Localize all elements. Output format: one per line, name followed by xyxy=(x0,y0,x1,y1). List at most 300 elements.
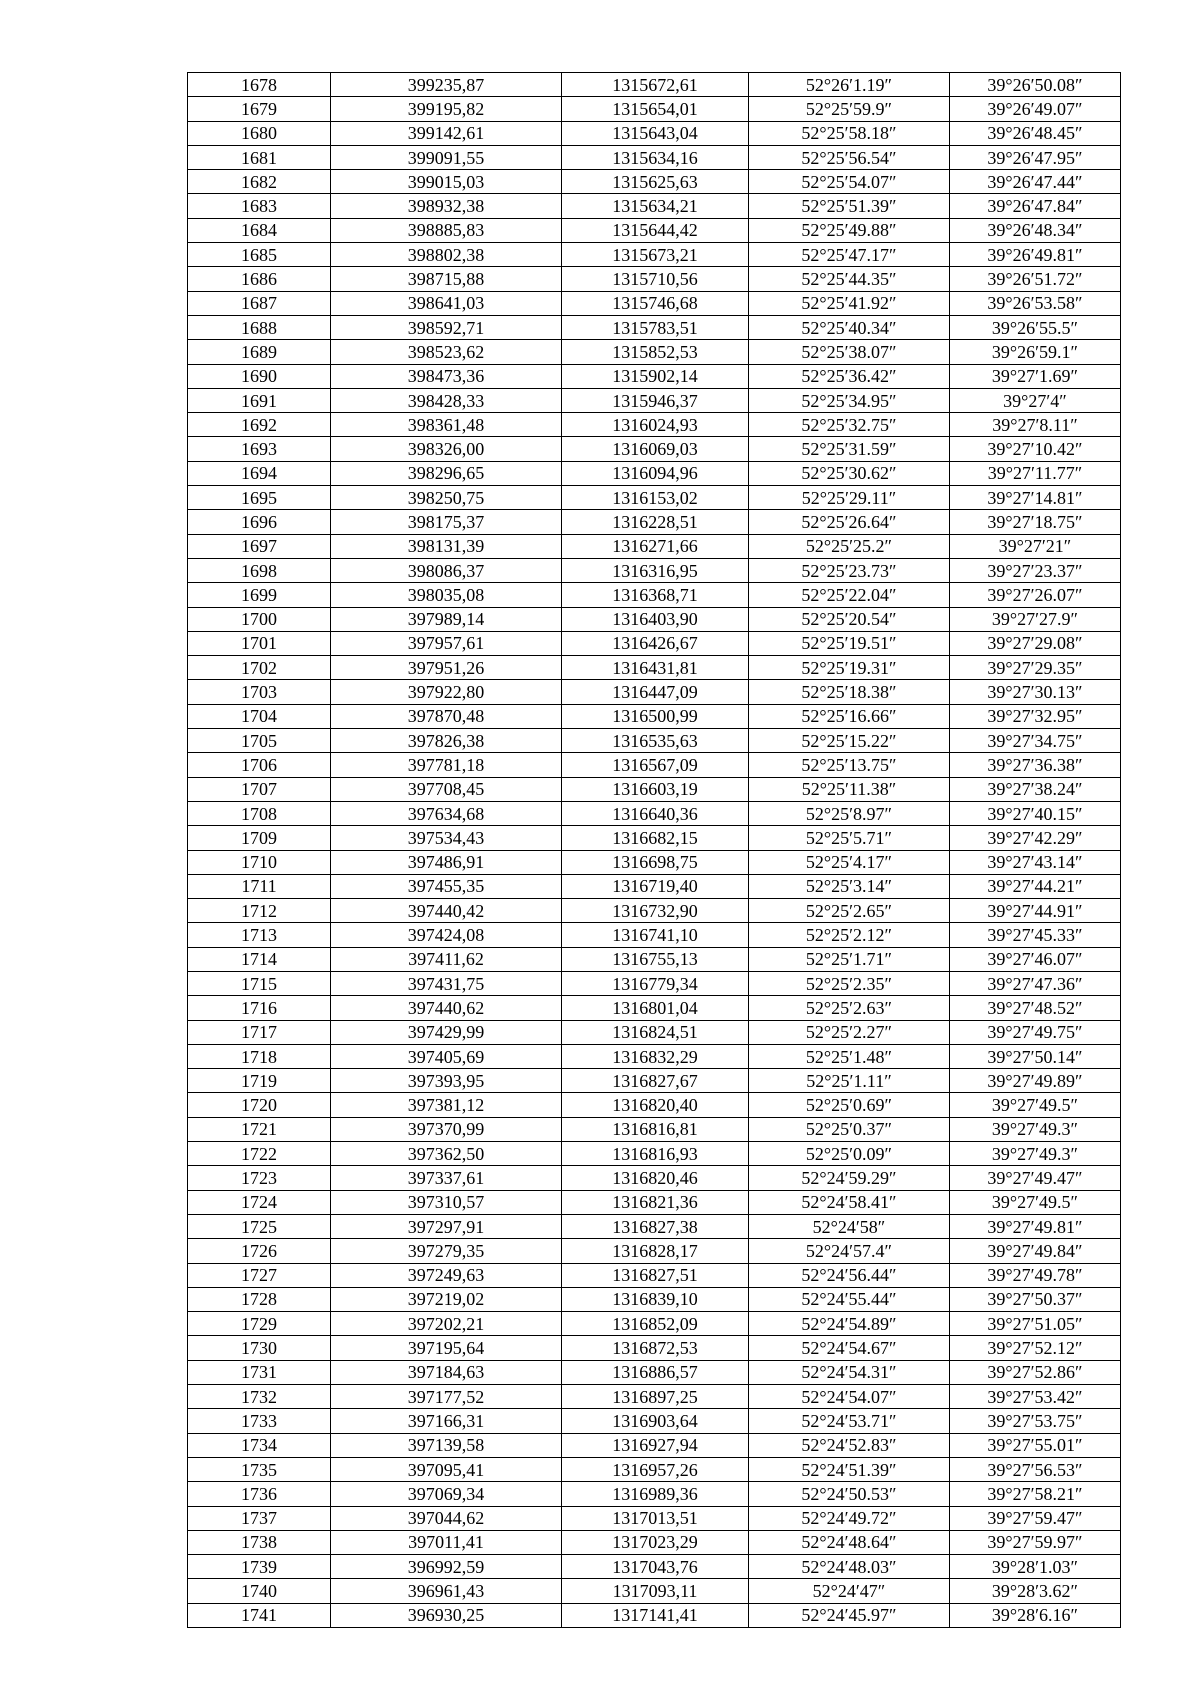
table-row xyxy=(188,850,1121,874)
x-coordinate-cell: 398641,03 xyxy=(331,291,562,315)
x-coordinate-cell: 396992,59 xyxy=(331,1555,562,1579)
x-coordinate-cell: 397310,57 xyxy=(331,1190,562,1214)
y-coordinate-cell: 1316820,46 xyxy=(562,1166,749,1190)
table-row xyxy=(188,1409,1121,1433)
point-number-cell: 1705 xyxy=(188,729,331,753)
latitude-cell: 52°25′59.9″ xyxy=(749,97,950,121)
longitude-cell: 39°27′29.35″ xyxy=(950,656,1121,680)
point-number-cell: 1687 xyxy=(188,291,331,315)
x-coordinate-cell: 398250,75 xyxy=(331,486,562,510)
point-number-cell: 1732 xyxy=(188,1385,331,1409)
point-number-cell: 1729 xyxy=(188,1312,331,1336)
latitude-cell: 52°25′2.63″ xyxy=(749,996,950,1020)
latitude-cell: 52°25′1.11″ xyxy=(749,1069,950,1093)
longitude-cell: 39°26′47.44″ xyxy=(950,170,1121,194)
table-row xyxy=(188,413,1121,437)
latitude-cell: 52°25′34.95″ xyxy=(749,388,950,412)
table-row xyxy=(188,194,1121,218)
table-row xyxy=(188,656,1121,680)
latitude-cell: 52°25′2.27″ xyxy=(749,1020,950,1044)
point-number-cell: 1741 xyxy=(188,1603,331,1627)
table-row xyxy=(188,971,1121,995)
table-row xyxy=(188,364,1121,388)
x-coordinate-cell: 397195,64 xyxy=(331,1336,562,1360)
latitude-cell: 52°25′3.14″ xyxy=(749,874,950,898)
longitude-cell: 39°27′40.15″ xyxy=(950,801,1121,825)
point-number-cell: 1706 xyxy=(188,753,331,777)
latitude-cell: 52°24′51.39″ xyxy=(749,1457,950,1481)
y-coordinate-cell: 1317013,51 xyxy=(562,1506,749,1530)
table-row xyxy=(188,1142,1121,1166)
table-row xyxy=(188,461,1121,485)
latitude-cell: 52°25′0.09″ xyxy=(749,1142,950,1166)
point-number-cell: 1679 xyxy=(188,97,331,121)
latitude-cell: 52°25′1.71″ xyxy=(749,947,950,971)
x-coordinate-cell: 396961,43 xyxy=(331,1579,562,1603)
coordinates-table-body xyxy=(188,73,1121,1628)
longitude-cell: 39°27′36.38″ xyxy=(950,753,1121,777)
longitude-cell: 39°26′53.58″ xyxy=(950,291,1121,315)
y-coordinate-cell: 1316228,51 xyxy=(562,510,749,534)
longitude-cell: 39°27′45.33″ xyxy=(950,923,1121,947)
y-coordinate-cell: 1316403,90 xyxy=(562,607,749,631)
table-row xyxy=(188,996,1121,1020)
table-row xyxy=(188,1506,1121,1530)
longitude-cell: 39°28′1.03″ xyxy=(950,1555,1121,1579)
point-number-cell: 1722 xyxy=(188,1142,331,1166)
point-number-cell: 1685 xyxy=(188,243,331,267)
y-coordinate-cell: 1316500,99 xyxy=(562,704,749,728)
y-coordinate-cell: 1315672,61 xyxy=(562,73,749,97)
table-row xyxy=(188,1190,1121,1214)
longitude-cell: 39°27′49.3″ xyxy=(950,1117,1121,1141)
latitude-cell: 52°25′58.18″ xyxy=(749,121,950,145)
y-coordinate-cell: 1316447,09 xyxy=(562,680,749,704)
point-number-cell: 1690 xyxy=(188,364,331,388)
table-row xyxy=(188,680,1121,704)
longitude-cell: 39°27′14.81″ xyxy=(950,486,1121,510)
point-number-cell: 1727 xyxy=(188,1263,331,1287)
y-coordinate-cell: 1315946,37 xyxy=(562,388,749,412)
longitude-cell: 39°27′42.29″ xyxy=(950,826,1121,850)
point-number-cell: 1720 xyxy=(188,1093,331,1117)
latitude-cell: 52°25′41.92″ xyxy=(749,291,950,315)
table-row xyxy=(188,510,1121,534)
y-coordinate-cell: 1316535,63 xyxy=(562,729,749,753)
point-number-cell: 1718 xyxy=(188,1044,331,1068)
table-row xyxy=(188,170,1121,194)
point-number-cell: 1719 xyxy=(188,1069,331,1093)
x-coordinate-cell: 397095,41 xyxy=(331,1457,562,1481)
longitude-cell: 39°27′58.21″ xyxy=(950,1482,1121,1506)
longitude-cell: 39°27′50.37″ xyxy=(950,1287,1121,1311)
point-number-cell: 1697 xyxy=(188,534,331,558)
y-coordinate-cell: 1315654,01 xyxy=(562,97,749,121)
point-number-cell: 1684 xyxy=(188,218,331,242)
longitude-cell: 39°27′44.21″ xyxy=(950,874,1121,898)
longitude-cell: 39°27′4″ xyxy=(950,388,1121,412)
y-coordinate-cell: 1316368,71 xyxy=(562,583,749,607)
table-row xyxy=(188,1263,1121,1287)
y-coordinate-cell: 1315644,42 xyxy=(562,218,749,242)
y-coordinate-cell: 1316820,40 xyxy=(562,1093,749,1117)
longitude-cell: 39°26′55.5″ xyxy=(950,315,1121,339)
y-coordinate-cell: 1316886,57 xyxy=(562,1360,749,1384)
y-coordinate-cell: 1316094,96 xyxy=(562,461,749,485)
y-coordinate-cell: 1317023,29 xyxy=(562,1530,749,1554)
x-coordinate-cell: 397440,42 xyxy=(331,899,562,923)
latitude-cell: 52°25′47.17″ xyxy=(749,243,950,267)
x-coordinate-cell: 399195,82 xyxy=(331,97,562,121)
latitude-cell: 52°24′59.29″ xyxy=(749,1166,950,1190)
x-coordinate-cell: 397249,63 xyxy=(331,1263,562,1287)
x-coordinate-cell: 398885,83 xyxy=(331,218,562,242)
latitude-cell: 52°24′50.53″ xyxy=(749,1482,950,1506)
longitude-cell: 39°26′49.07″ xyxy=(950,97,1121,121)
x-coordinate-cell: 397429,99 xyxy=(331,1020,562,1044)
point-number-cell: 1683 xyxy=(188,194,331,218)
y-coordinate-cell: 1316069,03 xyxy=(562,437,749,461)
point-number-cell: 1704 xyxy=(188,704,331,728)
coordinates-sheet xyxy=(187,72,1121,1628)
latitude-cell: 52°25′15.22″ xyxy=(749,729,950,753)
point-number-cell: 1707 xyxy=(188,777,331,801)
point-number-cell: 1738 xyxy=(188,1530,331,1554)
latitude-cell: 52°24′48.03″ xyxy=(749,1555,950,1579)
y-coordinate-cell: 1316816,81 xyxy=(562,1117,749,1141)
latitude-cell: 52°24′49.72″ xyxy=(749,1506,950,1530)
table-row xyxy=(188,121,1121,145)
longitude-cell: 39°27′52.86″ xyxy=(950,1360,1121,1384)
x-coordinate-cell: 397370,99 xyxy=(331,1117,562,1141)
latitude-cell: 52°24′55.44″ xyxy=(749,1287,950,1311)
latitude-cell: 52°25′25.2″ xyxy=(749,534,950,558)
table-row xyxy=(188,899,1121,923)
table-row xyxy=(188,388,1121,412)
table-row xyxy=(188,923,1121,947)
y-coordinate-cell: 1316989,36 xyxy=(562,1482,749,1506)
x-coordinate-cell: 398131,39 xyxy=(331,534,562,558)
longitude-cell: 39°27′10.42″ xyxy=(950,437,1121,461)
longitude-cell: 39°26′47.95″ xyxy=(950,145,1121,169)
longitude-cell: 39°27′53.75″ xyxy=(950,1409,1121,1433)
x-coordinate-cell: 397440,62 xyxy=(331,996,562,1020)
longitude-cell: 39°26′51.72″ xyxy=(950,267,1121,291)
y-coordinate-cell: 1316828,17 xyxy=(562,1239,749,1263)
longitude-cell: 39°27′18.75″ xyxy=(950,510,1121,534)
x-coordinate-cell: 398802,38 xyxy=(331,243,562,267)
point-number-cell: 1716 xyxy=(188,996,331,1020)
longitude-cell: 39°27′38.24″ xyxy=(950,777,1121,801)
latitude-cell: 52°25′51.39″ xyxy=(749,194,950,218)
x-coordinate-cell: 398296,65 xyxy=(331,461,562,485)
x-coordinate-cell: 397337,61 xyxy=(331,1166,562,1190)
x-coordinate-cell: 397922,80 xyxy=(331,680,562,704)
y-coordinate-cell: 1316024,93 xyxy=(562,413,749,437)
y-coordinate-cell: 1316682,15 xyxy=(562,826,749,850)
y-coordinate-cell: 1317141,41 xyxy=(562,1603,749,1627)
latitude-cell: 52°25′38.07″ xyxy=(749,340,950,364)
longitude-cell: 39°27′43.14″ xyxy=(950,850,1121,874)
longitude-cell: 39°27′55.01″ xyxy=(950,1433,1121,1457)
point-number-cell: 1702 xyxy=(188,656,331,680)
latitude-cell: 52°24′53.71″ xyxy=(749,1409,950,1433)
longitude-cell: 39°27′59.97″ xyxy=(950,1530,1121,1554)
table-row xyxy=(188,1336,1121,1360)
longitude-cell: 39°27′8.11″ xyxy=(950,413,1121,437)
y-coordinate-cell: 1316316,95 xyxy=(562,558,749,582)
latitude-cell: 52°25′11.38″ xyxy=(749,777,950,801)
longitude-cell: 39°27′49.47″ xyxy=(950,1166,1121,1190)
y-coordinate-cell: 1316827,51 xyxy=(562,1263,749,1287)
table-row xyxy=(188,1457,1121,1481)
latitude-cell: 52°24′57.4″ xyxy=(749,1239,950,1263)
point-number-cell: 1739 xyxy=(188,1555,331,1579)
coordinates-table xyxy=(187,72,1121,1628)
table-row xyxy=(188,607,1121,631)
point-number-cell: 1686 xyxy=(188,267,331,291)
point-number-cell: 1730 xyxy=(188,1336,331,1360)
x-coordinate-cell: 397177,52 xyxy=(331,1385,562,1409)
y-coordinate-cell: 1316801,04 xyxy=(562,996,749,1020)
latitude-cell: 52°25′56.54″ xyxy=(749,145,950,169)
point-number-cell: 1688 xyxy=(188,315,331,339)
x-coordinate-cell: 397044,62 xyxy=(331,1506,562,1530)
y-coordinate-cell: 1315643,04 xyxy=(562,121,749,145)
y-coordinate-cell: 1316903,64 xyxy=(562,1409,749,1433)
y-coordinate-cell: 1315852,53 xyxy=(562,340,749,364)
y-coordinate-cell: 1316755,13 xyxy=(562,947,749,971)
table-row xyxy=(188,777,1121,801)
x-coordinate-cell: 399235,87 xyxy=(331,73,562,97)
longitude-cell: 39°27′49.5″ xyxy=(950,1190,1121,1214)
longitude-cell: 39°27′59.47″ xyxy=(950,1506,1121,1530)
x-coordinate-cell: 397279,35 xyxy=(331,1239,562,1263)
longitude-cell: 39°27′49.78″ xyxy=(950,1263,1121,1287)
longitude-cell: 39°27′49.5″ xyxy=(950,1093,1121,1117)
table-row xyxy=(188,1579,1121,1603)
latitude-cell: 52°25′20.54″ xyxy=(749,607,950,631)
x-coordinate-cell: 397708,45 xyxy=(331,777,562,801)
latitude-cell: 52°25′23.73″ xyxy=(749,558,950,582)
y-coordinate-cell: 1316852,09 xyxy=(562,1312,749,1336)
latitude-cell: 52°24′58″ xyxy=(749,1214,950,1238)
latitude-cell: 52°25′32.75″ xyxy=(749,413,950,437)
table-row xyxy=(188,729,1121,753)
longitude-cell: 39°26′50.08″ xyxy=(950,73,1121,97)
point-number-cell: 1681 xyxy=(188,145,331,169)
table-row xyxy=(188,1214,1121,1238)
x-coordinate-cell: 397431,75 xyxy=(331,971,562,995)
table-row xyxy=(188,1530,1121,1554)
longitude-cell: 39°27′49.84″ xyxy=(950,1239,1121,1263)
table-row xyxy=(188,73,1121,97)
table-row xyxy=(188,826,1121,850)
y-coordinate-cell: 1316827,38 xyxy=(562,1214,749,1238)
table-row xyxy=(188,558,1121,582)
x-coordinate-cell: 398932,38 xyxy=(331,194,562,218)
table-row xyxy=(188,437,1121,461)
y-coordinate-cell: 1315673,21 xyxy=(562,243,749,267)
y-coordinate-cell: 1315746,68 xyxy=(562,291,749,315)
x-coordinate-cell: 397424,08 xyxy=(331,923,562,947)
point-number-cell: 1698 xyxy=(188,558,331,582)
point-number-cell: 1699 xyxy=(188,583,331,607)
y-coordinate-cell: 1316927,94 xyxy=(562,1433,749,1457)
point-number-cell: 1725 xyxy=(188,1214,331,1238)
latitude-cell: 52°25′44.35″ xyxy=(749,267,950,291)
x-coordinate-cell: 397826,38 xyxy=(331,729,562,753)
point-number-cell: 1710 xyxy=(188,850,331,874)
longitude-cell: 39°27′48.52″ xyxy=(950,996,1121,1020)
x-coordinate-cell: 397184,63 xyxy=(331,1360,562,1384)
y-coordinate-cell: 1316698,75 xyxy=(562,850,749,874)
x-coordinate-cell: 397393,95 xyxy=(331,1069,562,1093)
latitude-cell: 52°24′45.97″ xyxy=(749,1603,950,1627)
x-coordinate-cell: 397634,68 xyxy=(331,801,562,825)
latitude-cell: 52°24′54.07″ xyxy=(749,1385,950,1409)
latitude-cell: 52°25′8.97″ xyxy=(749,801,950,825)
latitude-cell: 52°25′19.31″ xyxy=(749,656,950,680)
latitude-cell: 52°24′54.89″ xyxy=(749,1312,950,1336)
longitude-cell: 39°27′26.07″ xyxy=(950,583,1121,607)
table-row xyxy=(188,1555,1121,1579)
latitude-cell: 52°25′19.51″ xyxy=(749,631,950,655)
table-row xyxy=(188,1117,1121,1141)
longitude-cell: 39°27′21″ xyxy=(950,534,1121,558)
x-coordinate-cell: 398086,37 xyxy=(331,558,562,582)
point-number-cell: 1736 xyxy=(188,1482,331,1506)
y-coordinate-cell: 1316872,53 xyxy=(562,1336,749,1360)
point-number-cell: 1703 xyxy=(188,680,331,704)
x-coordinate-cell: 398428,33 xyxy=(331,388,562,412)
latitude-cell: 52°25′49.88″ xyxy=(749,218,950,242)
point-number-cell: 1735 xyxy=(188,1457,331,1481)
table-row xyxy=(188,1603,1121,1627)
x-coordinate-cell: 397989,14 xyxy=(331,607,562,631)
table-row xyxy=(188,340,1121,364)
latitude-cell: 52°25′0.69″ xyxy=(749,1093,950,1117)
point-number-cell: 1700 xyxy=(188,607,331,631)
y-coordinate-cell: 1316816,93 xyxy=(562,1142,749,1166)
latitude-cell: 52°25′2.35″ xyxy=(749,971,950,995)
y-coordinate-cell: 1315625,63 xyxy=(562,170,749,194)
x-coordinate-cell: 398715,88 xyxy=(331,267,562,291)
longitude-cell: 39°27′50.14″ xyxy=(950,1044,1121,1068)
x-coordinate-cell: 398175,37 xyxy=(331,510,562,534)
point-number-cell: 1728 xyxy=(188,1287,331,1311)
latitude-cell: 52°25′2.12″ xyxy=(749,923,950,947)
longitude-cell: 39°27′51.05″ xyxy=(950,1312,1121,1336)
latitude-cell: 52°24′48.64″ xyxy=(749,1530,950,1554)
table-row xyxy=(188,704,1121,728)
longitude-cell: 39°26′49.81″ xyxy=(950,243,1121,267)
point-number-cell: 1708 xyxy=(188,801,331,825)
table-row xyxy=(188,1433,1121,1457)
latitude-cell: 52°25′18.38″ xyxy=(749,680,950,704)
latitude-cell: 52°25′40.34″ xyxy=(749,315,950,339)
longitude-cell: 39°28′6.16″ xyxy=(950,1603,1121,1627)
latitude-cell: 52°25′4.17″ xyxy=(749,850,950,874)
point-number-cell: 1709 xyxy=(188,826,331,850)
table-row xyxy=(188,1312,1121,1336)
y-coordinate-cell: 1315783,51 xyxy=(562,315,749,339)
y-coordinate-cell: 1315710,56 xyxy=(562,267,749,291)
x-coordinate-cell: 398523,62 xyxy=(331,340,562,364)
x-coordinate-cell: 397219,02 xyxy=(331,1287,562,1311)
latitude-cell: 52°25′36.42″ xyxy=(749,364,950,388)
table-row xyxy=(188,1093,1121,1117)
x-coordinate-cell: 397781,18 xyxy=(331,753,562,777)
x-coordinate-cell: 396930,25 xyxy=(331,1603,562,1627)
point-number-cell: 1734 xyxy=(188,1433,331,1457)
table-row xyxy=(188,583,1121,607)
longitude-cell: 39°27′34.75″ xyxy=(950,729,1121,753)
longitude-cell: 39°27′1.69″ xyxy=(950,364,1121,388)
latitude-cell: 52°25′54.07″ xyxy=(749,170,950,194)
x-coordinate-cell: 397166,31 xyxy=(331,1409,562,1433)
y-coordinate-cell: 1316426,67 xyxy=(562,631,749,655)
longitude-cell: 39°27′11.77″ xyxy=(950,461,1121,485)
longitude-cell: 39°27′30.13″ xyxy=(950,680,1121,704)
table-row xyxy=(188,801,1121,825)
table-row xyxy=(188,97,1121,121)
y-coordinate-cell: 1317093,11 xyxy=(562,1579,749,1603)
longitude-cell: 39°27′49.75″ xyxy=(950,1020,1121,1044)
x-coordinate-cell: 399015,03 xyxy=(331,170,562,194)
x-coordinate-cell: 397202,21 xyxy=(331,1312,562,1336)
longitude-cell: 39°27′23.37″ xyxy=(950,558,1121,582)
table-row xyxy=(188,218,1121,242)
longitude-cell: 39°26′47.84″ xyxy=(950,194,1121,218)
y-coordinate-cell: 1315634,21 xyxy=(562,194,749,218)
y-coordinate-cell: 1315902,14 xyxy=(562,364,749,388)
table-row xyxy=(188,267,1121,291)
latitude-cell: 52°25′22.04″ xyxy=(749,583,950,607)
latitude-cell: 52°25′1.48″ xyxy=(749,1044,950,1068)
table-row xyxy=(188,534,1121,558)
longitude-cell: 39°27′49.3″ xyxy=(950,1142,1121,1166)
y-coordinate-cell: 1316897,25 xyxy=(562,1385,749,1409)
table-row xyxy=(188,1166,1121,1190)
table-row xyxy=(188,243,1121,267)
x-coordinate-cell: 398035,08 xyxy=(331,583,562,607)
latitude-cell: 52°25′0.37″ xyxy=(749,1117,950,1141)
x-coordinate-cell: 397381,12 xyxy=(331,1093,562,1117)
y-coordinate-cell: 1316603,19 xyxy=(562,777,749,801)
table-row xyxy=(188,947,1121,971)
y-coordinate-cell: 1315634,16 xyxy=(562,145,749,169)
y-coordinate-cell: 1316732,90 xyxy=(562,899,749,923)
x-coordinate-cell: 397870,48 xyxy=(331,704,562,728)
table-row xyxy=(188,1239,1121,1263)
longitude-cell: 39°26′48.34″ xyxy=(950,218,1121,242)
longitude-cell: 39°26′59.1″ xyxy=(950,340,1121,364)
point-number-cell: 1713 xyxy=(188,923,331,947)
y-coordinate-cell: 1316824,51 xyxy=(562,1020,749,1044)
x-coordinate-cell: 397951,26 xyxy=(331,656,562,680)
y-coordinate-cell: 1316431,81 xyxy=(562,656,749,680)
point-number-cell: 1723 xyxy=(188,1166,331,1190)
table-row xyxy=(188,1020,1121,1044)
longitude-cell: 39°27′56.53″ xyxy=(950,1457,1121,1481)
y-coordinate-cell: 1316719,40 xyxy=(562,874,749,898)
longitude-cell: 39°27′46.07″ xyxy=(950,947,1121,971)
y-coordinate-cell: 1316640,36 xyxy=(562,801,749,825)
point-number-cell: 1695 xyxy=(188,486,331,510)
x-coordinate-cell: 399142,61 xyxy=(331,121,562,145)
x-coordinate-cell: 397362,50 xyxy=(331,1142,562,1166)
